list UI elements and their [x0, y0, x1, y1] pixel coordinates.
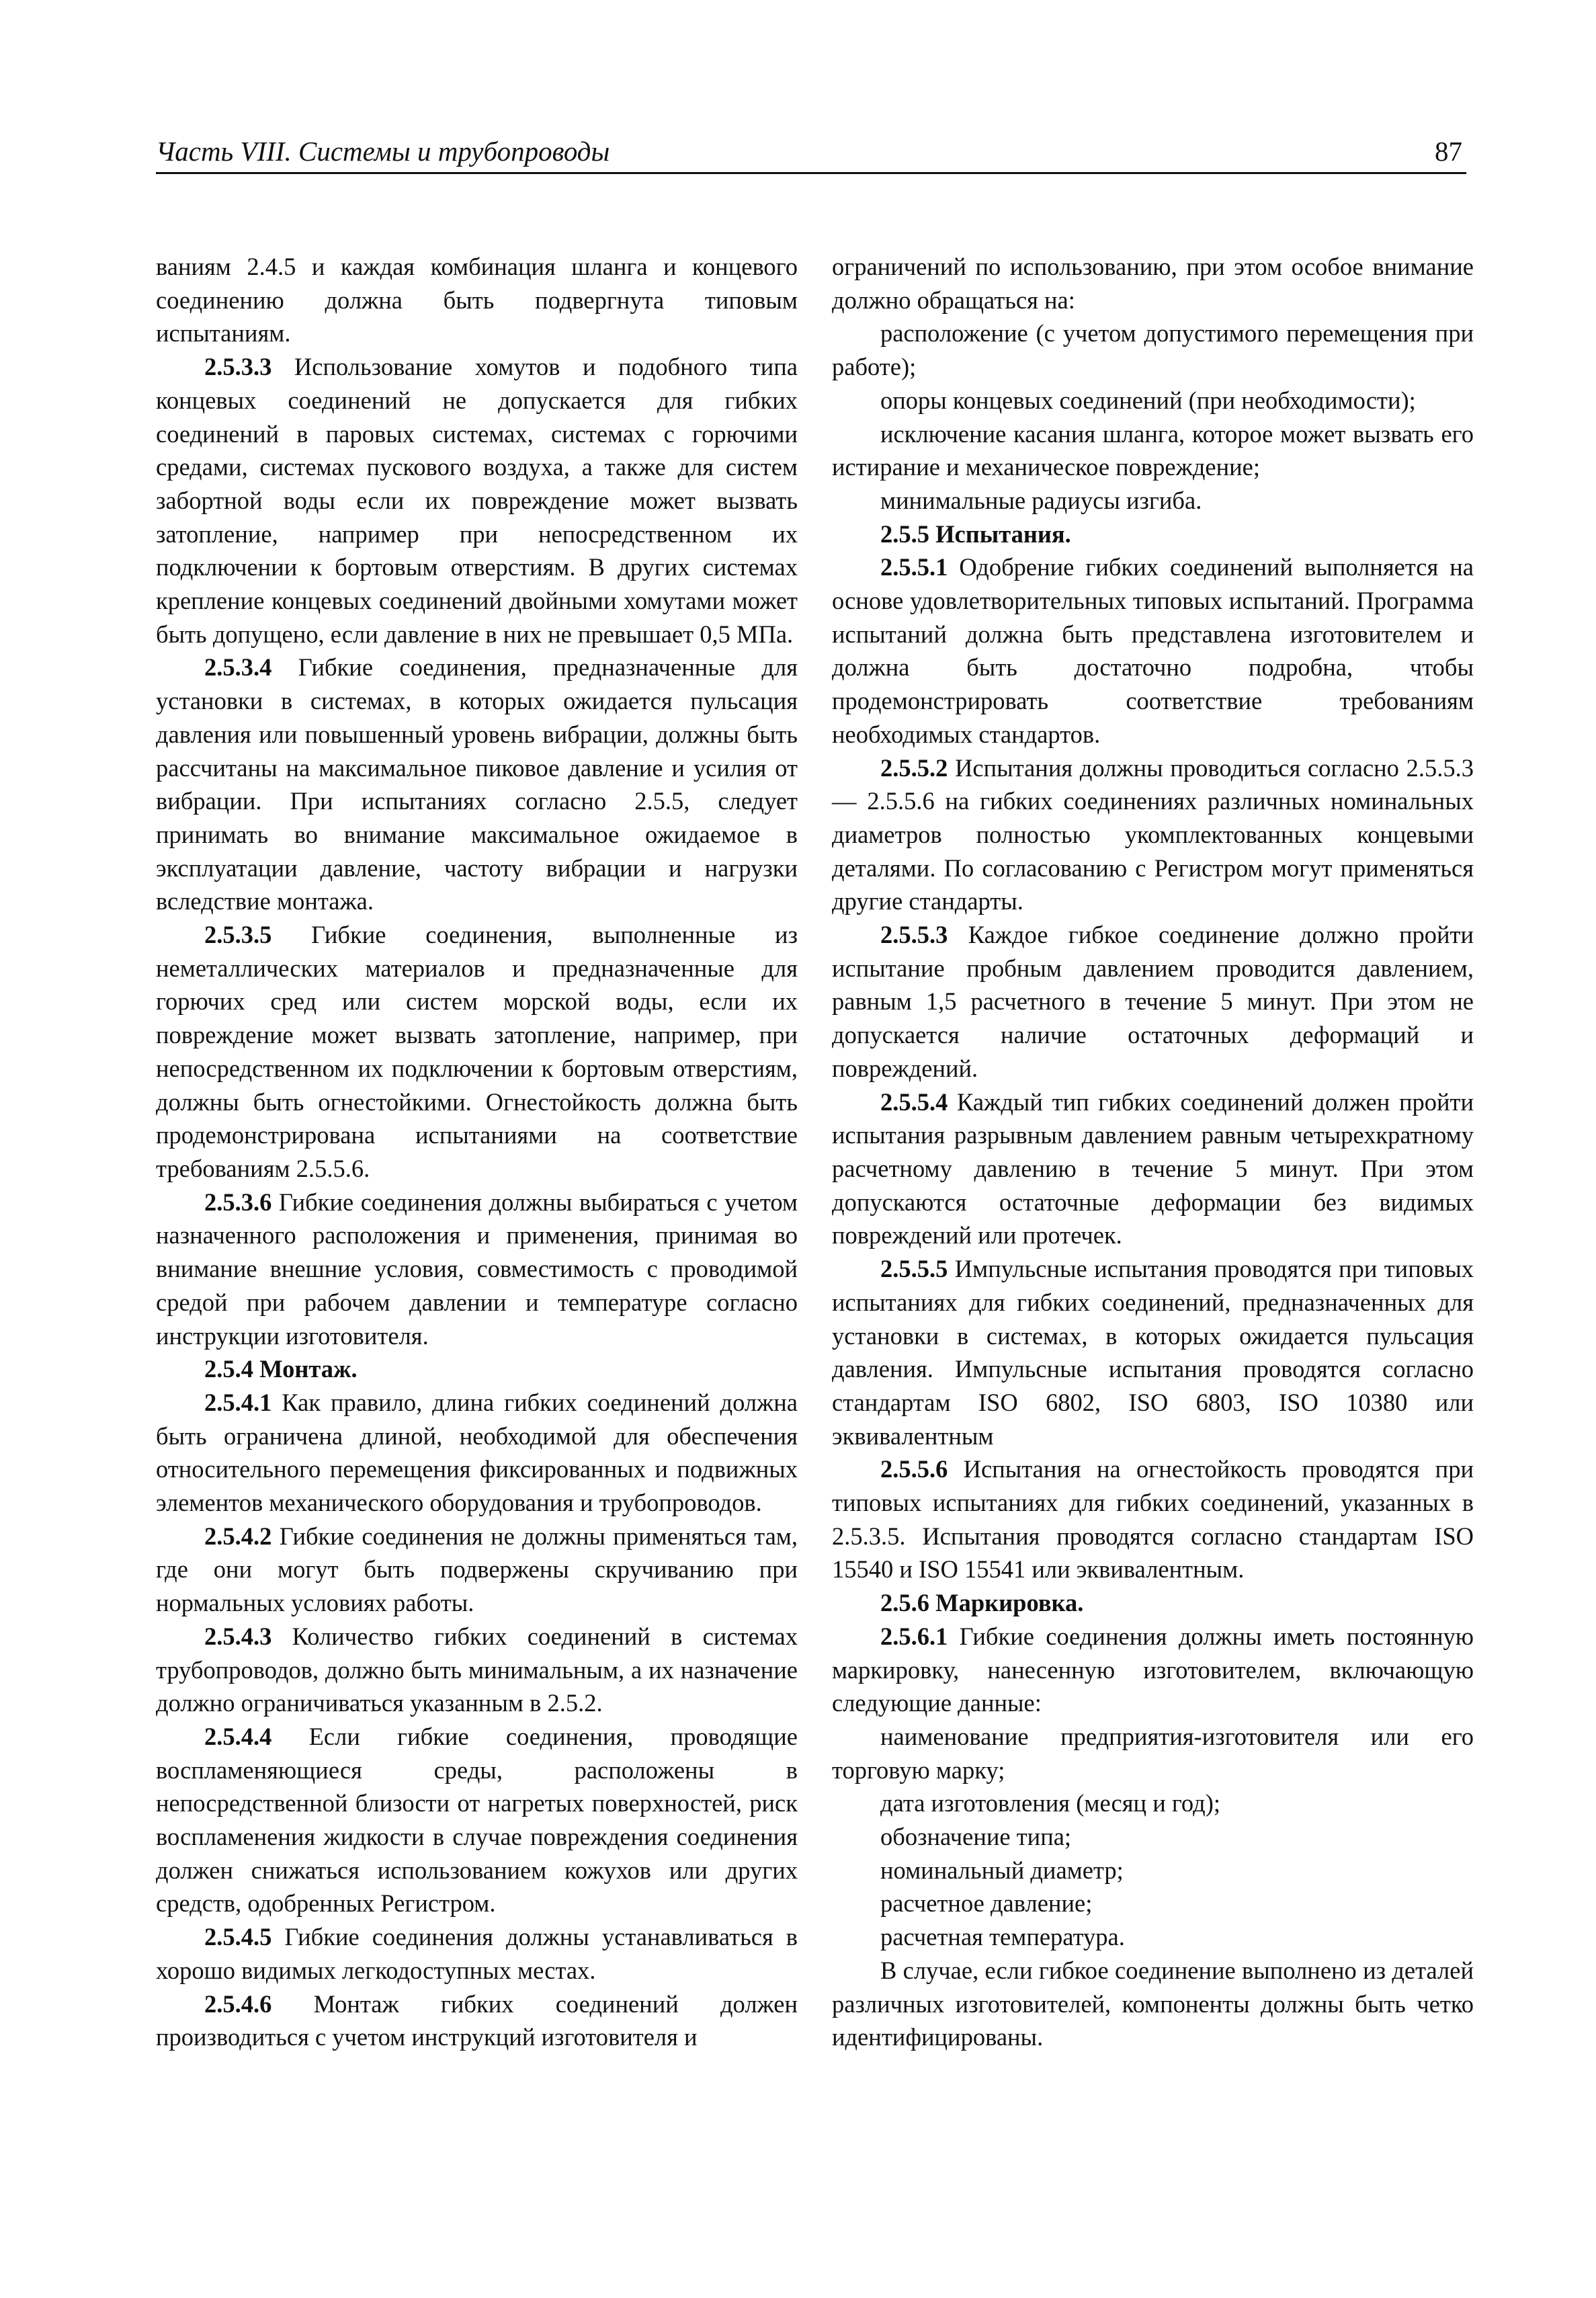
paragraph	[832, 384, 1474, 417]
paragraph-text: расчетное давление;	[880, 1889, 1093, 1918]
paragraph-text: Гибкие соединения должны иметь постоянную маркировку, нанесенную изготовителем, включающую следующие данные:	[832, 1622, 1474, 1717]
paragraph-text: Испытания должны проводиться согласно 2.5.5.3 — 2.5.5.6 на гибких соединениях различных номинальных диаметров полностью укомплектованных концевыми деталями. По согласованию с Регистром могут применяться другие стандарты.	[832, 753, 1474, 915]
paragraph	[832, 1920, 1474, 1954]
paragraph	[156, 1720, 798, 1920]
paragraph-text: ограничений по использованию, при этом особое внимание должно обращаться на:	[832, 253, 1474, 314]
right-column	[832, 250, 1474, 2054]
paragraph	[156, 350, 798, 651]
left-column	[156, 250, 798, 2054]
section-heading: 2.5.4 Монтаж.	[204, 1355, 358, 1383]
paragraph-text: исключение касания шланга, которое может вызвать его истирание и механическое повреждение;	[832, 419, 1474, 481]
paragraph	[832, 751, 1474, 919]
paragraph-text: Каждый тип гибких соединений должен пройти испытания разрывным давлением равным четырехкратному расчетному давлению в течение 5 минут. При этом допускаются остаточные деформации без видимых повреждений или протечек.	[832, 1088, 1474, 1249]
header-title: Часть VIII. Системы и трубопроводы	[156, 136, 610, 167]
paragraph-text: Использование хомутов и подобного типа концевых соединений не допускается для гибких соединений в паровых системах, системах с горючими средами, системах пускового воздуха, а также для систем забортной воды если их повреждение может вызвать затопление, например при непосредственном их подключении к бортовым отверстиям. В других системах крепление концевых соединений двойными хомутами может быть допущено, если давление в них не превышает 0,5 МПа.	[156, 353, 798, 648]
paragraph	[832, 1085, 1474, 1253]
paragraph	[156, 1620, 798, 1720]
paragraph	[156, 250, 798, 350]
paragraph-text: ваниям 2.4.5 и каждая комбинация шланга и концевого соединению должна быть подвергнута типовым испытаниям.	[156, 253, 798, 347]
clause-number: 2.5.4.5	[204, 1923, 272, 1951]
paragraph	[832, 1720, 1474, 1787]
clause-number: 2.5.4.6	[204, 1989, 272, 2018]
paragraph	[832, 550, 1474, 751]
paragraph-text: опоры концевых соединений (при необходимости);	[880, 386, 1416, 414]
running-header	[156, 133, 1466, 174]
paragraph	[156, 1186, 798, 1353]
paragraph	[832, 1252, 1474, 1452]
paragraph-text: обозначение типа;	[880, 1823, 1072, 1851]
paragraph	[156, 1987, 798, 2054]
paragraph-text: Гибкие соединения должны выбираться с учетом назначенного расположения и применения, принимая во внимание внешние условия, совместимость с проводимой средой при рабочем давлении и температуре согласно инструкции изготовителя.	[156, 1188, 798, 1350]
paragraph-text: Гибкие соединения не должны применяться там, где они могут быть подвержены скручиванию при нормальных условиях работы.	[156, 1522, 798, 1617]
paragraph	[832, 317, 1474, 383]
clause-number: 2.5.4.4	[204, 1722, 272, 1750]
paragraph	[832, 1887, 1474, 1920]
paragraph-text: Каждое гибкое соединение должно пройти испытание пробным давлением проводится давлением, равным 1,5 расчетного в течение 5 минут. При этом не допускается наличие остаточных деформаций и повреждений.	[832, 921, 1474, 1082]
clause-number: 2.5.6.1	[880, 1622, 948, 1650]
paragraph	[832, 918, 1474, 1085]
clause-number: 2.5.5.2	[880, 753, 948, 782]
paragraph	[832, 484, 1474, 518]
paragraph-text: Гибкие соединения, выполненные из неметаллических материалов и предназначенные для горючих сред или систем морской воды, если их повреждение может вызвать затопление, например, при непосредственном их подключении к бортовым отверстиям, должны быть огнестойкими. Огнестойкость должна быть продемонстрирована испытаниями на соответствие требованиям 2.5.5.6.	[156, 921, 798, 1182]
paragraph-text: Гибкие соединения должны устанавливаться в хорошо видимых легкодоступных местах.	[156, 1923, 798, 1984]
paragraph	[832, 1620, 1474, 1720]
clause-number: 2.5.3.3	[204, 353, 272, 381]
paragraph-text: дата изготовления (месяц и год);	[880, 1789, 1220, 1817]
paragraph	[156, 1520, 798, 1620]
paragraph-text: Гибкие соединения, предназначенные для установки в системах, в которых ожидается пульсация давления или повышенный уровень вибрации, должны быть рассчитаны на максимальное пиковое давление и усилия от вибрации. При испытаниях согласно 2.5.5, следует принимать во внимание максимальное ожидаемое в эксплуатации давление, частоту вибрации и нагрузки вследствие монтажа.	[156, 653, 798, 915]
section-heading: 2.5.6 Маркировка.	[880, 1589, 1084, 1617]
paragraph	[832, 1787, 1474, 1820]
paragraph	[156, 1386, 798, 1520]
clause-number: 2.5.3.4	[204, 653, 272, 682]
paragraph	[832, 518, 1474, 551]
paragraph	[832, 417, 1474, 484]
paragraph-text: Импульсные испытания проводятся при типовых испытаниях для гибких соединений, предназначенных для установки в системах, в которых ожидается пульсация давления. Импульсные испытания проводятся согласно стандартам ISO 6802, ISO 6803, ISO 10380 или эквивалентным	[832, 1255, 1474, 1450]
paragraph-text: Если гибкие соединения, проводящие воспламеняющиеся среды, расположены в непосредственной близости от нагретых поверхностей, риск воспламенения жидкости в случае повреждения соединения должен снижаться использованием кожухов или других средств, одобренных Регистром.	[156, 1722, 798, 1918]
section-heading: 2.5.5 Испытания.	[880, 520, 1071, 548]
clause-number: 2.5.4.2	[204, 1522, 272, 1550]
clause-number: 2.5.5.6	[880, 1455, 948, 1483]
paragraph	[832, 1820, 1474, 1854]
paragraph	[156, 1920, 798, 1987]
paragraph-text: Количество гибких соединений в системах трубопроводов, должно быть минимальным, а их назначение должно ограничиваться указанным в 2.5.2.	[156, 1622, 798, 1717]
paragraph-text: Как правило, длина гибких соединений должна быть ограничена длиной, необходимой для обеспечения относительного перемещения фиксированных и подвижных элементов механического оборудования и трубопроводов.	[156, 1388, 798, 1517]
paragraph-text: расположение (с учетом допустимого перемещения при работе);	[832, 319, 1474, 381]
paragraph	[832, 1586, 1474, 1620]
paragraph-text: Испытания на огнестойкость проводятся при типовых испытаниях для гибких соединений, указанных в 2.5.3.5. Испытания проводятся согласно стандартам ISO 15540 и ISO 15541 или эквивалентным.	[832, 1455, 1474, 1584]
paragraph	[156, 651, 798, 918]
page-number: 87	[1435, 136, 1462, 167]
paragraph	[832, 250, 1474, 317]
paragraph-text: Одобрение гибких соединений выполняется на основе удовлетворительных типовых испытаний. Программа испытаний должна быть представлена изготовителем и должна быть достаточно подробна, чтобы продемонстрировать соответствие требованиям необходимых стандартов.	[832, 553, 1474, 748]
paragraph	[156, 918, 798, 1186]
clause-number: 2.5.5.5	[880, 1255, 948, 1283]
paragraph	[156, 1352, 798, 1386]
paragraph	[832, 1954, 1474, 2054]
clause-number: 2.5.5.3	[880, 921, 948, 949]
paragraph-text: В случае, если гибкое соединение выполнено из деталей различных изготовителей, компоненты должны быть четко идентифицированы.	[832, 1956, 1474, 2051]
paragraph-text: номинальный диаметр;	[880, 1856, 1124, 1884]
paragraph-text: минимальные радиусы изгиба.	[880, 486, 1202, 514]
clause-number: 2.5.5.1	[880, 553, 948, 581]
paragraph-text: наименование предприятия-изготовителя или его торговую марку;	[832, 1722, 1474, 1784]
clause-number: 2.5.3.6	[204, 1188, 272, 1216]
clause-number: 2.5.5.4	[880, 1088, 948, 1116]
paragraph	[832, 1854, 1474, 1887]
clause-number: 2.5.3.5	[204, 921, 272, 949]
clause-number: 2.5.4.3	[204, 1622, 272, 1650]
clause-number: 2.5.4.1	[204, 1388, 272, 1416]
paragraph	[832, 1452, 1474, 1586]
paragraph-text: расчетная температура.	[880, 1923, 1125, 1951]
paragraph-text: Монтаж гибких соединений должен производиться с учетом инструкций изготовителя и	[156, 1989, 798, 2051]
